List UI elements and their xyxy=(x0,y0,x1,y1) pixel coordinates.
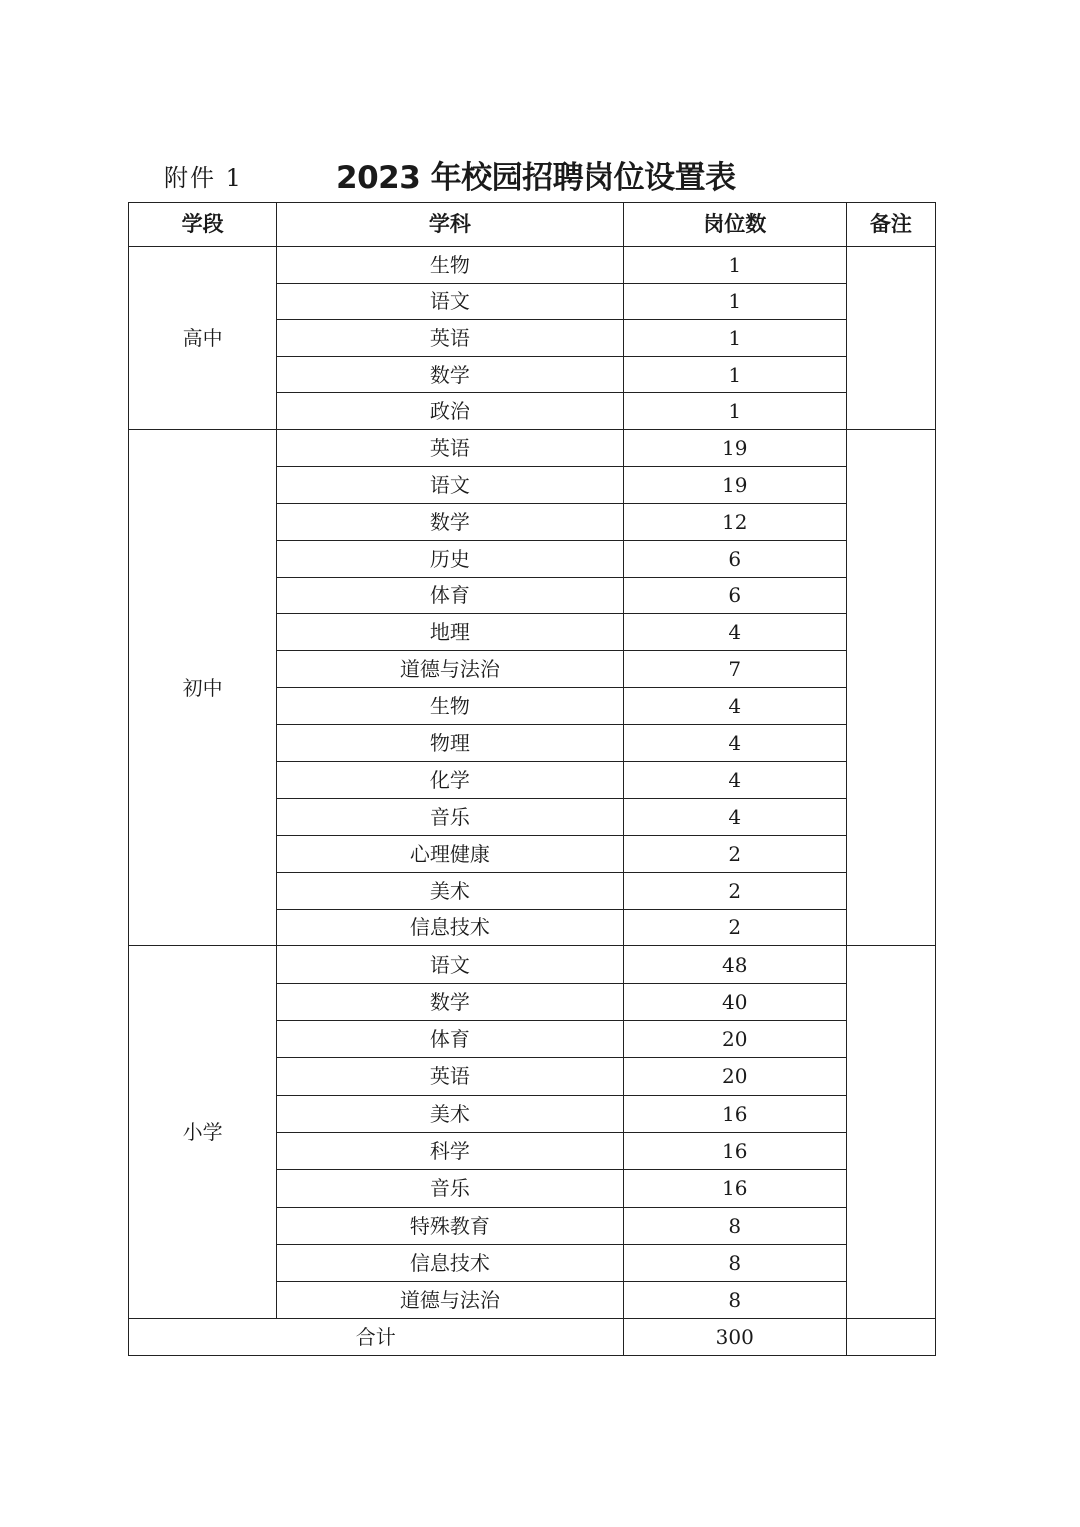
table-row xyxy=(129,247,936,284)
positions-cell: 16 xyxy=(623,1132,846,1169)
attachment-label: 附件 1 xyxy=(164,164,243,192)
positions-cell: 12 xyxy=(623,503,846,540)
positions-cell: 16 xyxy=(623,1095,846,1132)
positions-cell: 8 xyxy=(623,1207,846,1244)
subject-cell: 数学 xyxy=(277,503,623,540)
header-positions: 岗位数 xyxy=(623,203,846,247)
positions-cell: 4 xyxy=(623,614,846,651)
subject-cell: 英语 xyxy=(277,1058,623,1095)
positions-cell: 1 xyxy=(623,320,846,357)
remarks-cell xyxy=(846,946,935,1319)
stage-cell: 小学 xyxy=(129,946,277,1319)
subject-cell: 生物 xyxy=(277,688,623,725)
positions-cell: 6 xyxy=(623,577,846,614)
recruitment-table xyxy=(128,202,936,1356)
positions-cell: 19 xyxy=(623,466,846,503)
positions-cell: 4 xyxy=(623,725,846,762)
positions-cell: 40 xyxy=(623,983,846,1020)
positions-cell: 4 xyxy=(623,688,846,725)
header-row xyxy=(129,203,936,247)
document-title: 2023 年校园招聘岗位设置表 xyxy=(336,160,736,196)
subject-cell: 语文 xyxy=(277,466,623,503)
positions-cell: 1 xyxy=(623,393,846,430)
stage-cell: 初中 xyxy=(129,429,277,945)
subject-cell: 道德与法治 xyxy=(277,1282,623,1319)
subject-cell: 历史 xyxy=(277,540,623,577)
subject-cell: 地理 xyxy=(277,614,623,651)
positions-cell: 2 xyxy=(623,835,846,872)
positions-cell: 20 xyxy=(623,1021,846,1058)
subject-cell: 特殊教育 xyxy=(277,1207,623,1244)
subject-cell: 数学 xyxy=(277,983,623,1020)
subject-cell: 信息技术 xyxy=(277,909,623,946)
subject-cell: 音乐 xyxy=(277,1170,623,1207)
header-remarks: 备注 xyxy=(846,203,935,247)
positions-cell: 7 xyxy=(623,651,846,688)
positions-cell: 6 xyxy=(623,540,846,577)
positions-cell: 2 xyxy=(623,872,846,909)
subject-cell: 数学 xyxy=(277,356,623,393)
subject-cell: 英语 xyxy=(277,429,623,466)
table-row xyxy=(129,429,936,466)
subject-cell: 音乐 xyxy=(277,798,623,835)
positions-cell: 20 xyxy=(623,1058,846,1095)
positions-cell: 19 xyxy=(623,429,846,466)
remarks-cell xyxy=(846,247,935,430)
subject-cell: 英语 xyxy=(277,320,623,357)
header-subject: 学科 xyxy=(277,203,623,247)
stage-cell: 高中 xyxy=(129,247,277,430)
positions-cell: 1 xyxy=(623,356,846,393)
subject-cell: 物理 xyxy=(277,725,623,762)
total-label: 合计 xyxy=(129,1319,624,1356)
positions-cell: 16 xyxy=(623,1170,846,1207)
subject-cell: 体育 xyxy=(277,577,623,614)
subject-cell: 科学 xyxy=(277,1132,623,1169)
header-stage: 学段 xyxy=(129,203,277,247)
positions-cell: 1 xyxy=(623,247,846,284)
positions-cell: 8 xyxy=(623,1244,846,1281)
subject-cell: 化学 xyxy=(277,761,623,798)
total-value: 300 xyxy=(623,1319,846,1356)
subject-cell: 心理健康 xyxy=(277,835,623,872)
table-row xyxy=(129,946,936,983)
positions-cell: 2 xyxy=(623,909,846,946)
positions-cell: 4 xyxy=(623,761,846,798)
subject-cell: 政治 xyxy=(277,393,623,430)
total-remarks xyxy=(846,1319,935,1356)
positions-cell: 48 xyxy=(623,946,846,983)
subject-cell: 信息技术 xyxy=(277,1244,623,1281)
total-row xyxy=(129,1319,936,1356)
subject-cell: 体育 xyxy=(277,1021,623,1058)
subject-cell: 语文 xyxy=(277,946,623,983)
positions-cell: 8 xyxy=(623,1282,846,1319)
subject-cell: 美术 xyxy=(277,1095,623,1132)
subject-cell: 道德与法治 xyxy=(277,651,623,688)
remarks-cell xyxy=(846,429,935,945)
positions-cell: 1 xyxy=(623,283,846,320)
positions-cell: 4 xyxy=(623,798,846,835)
subject-cell: 语文 xyxy=(277,283,623,320)
subject-cell: 生物 xyxy=(277,247,623,284)
subject-cell: 美术 xyxy=(277,872,623,909)
